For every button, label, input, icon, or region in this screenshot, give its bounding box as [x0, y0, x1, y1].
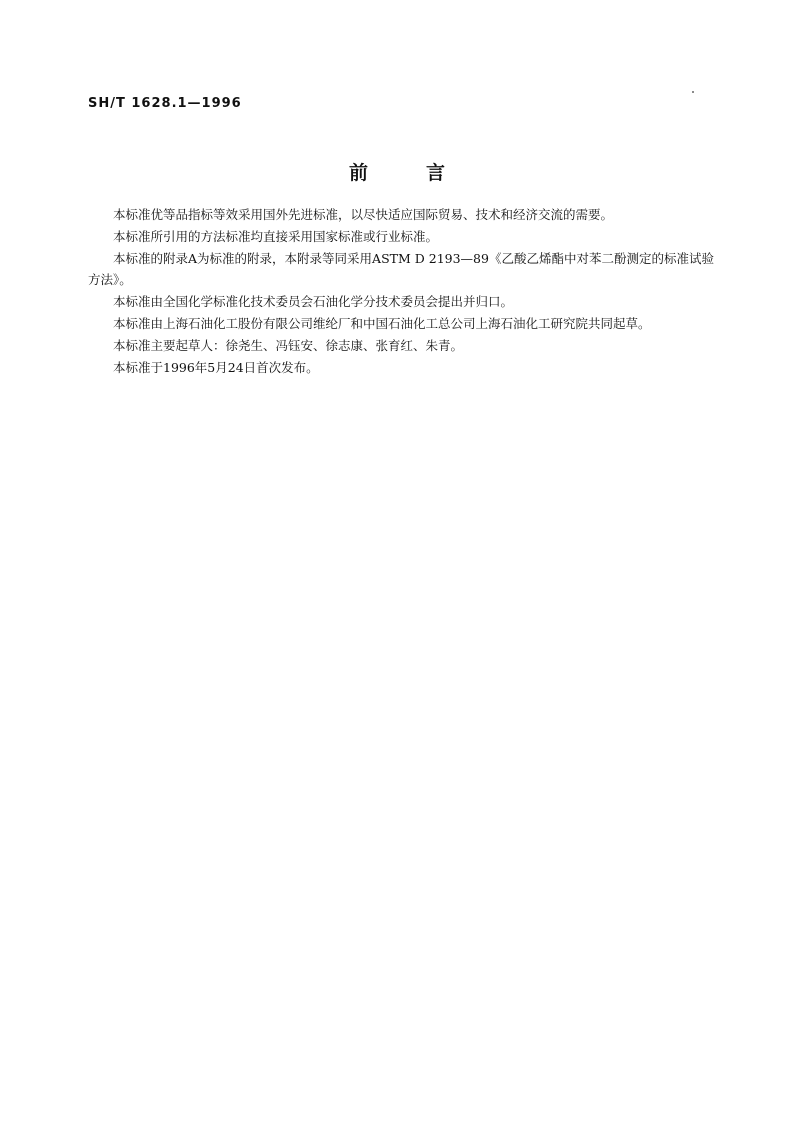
paragraph: 本标准主要起草人：徐尧生、冯钰安、徐志康、张育红、朱青。 — [113, 338, 464, 353]
paragraph: 本标准由全国化学标准化技术委员会石油化学分技术委员会提出并归口。 — [113, 294, 514, 309]
title-char-2: 言 — [426, 162, 446, 184]
page-title — [0, 158, 794, 185]
foreword-body — [88, 204, 714, 379]
paragraph: 本标准所引用的方法标准均直接采用国家标准或行业标准。 — [113, 229, 439, 244]
standard-code: SH/T 1628.1—1996 — [88, 96, 242, 111]
title-char-1: 前 — [348, 162, 368, 184]
scan-speck — [692, 91, 694, 93]
paragraph: 本标准的附录A为标准的附录，本附录等同采用ASTM D 2193—89《乙酸乙烯酯中对苯二酚测定的标准试验方法》。 — [88, 251, 714, 287]
paragraph: 本标准优等品指标等效采用国外先进标准，以尽快适应国际贸易、技术和经济交流的需要。 — [113, 207, 614, 222]
paragraph: 本标准由上海石油化工股份有限公司维纶厂和中国石油化工总公司上海石油化工研究院共同起草。 — [113, 316, 651, 331]
paragraph: 本标准于1996年5月24日首次发布。 — [113, 360, 319, 375]
